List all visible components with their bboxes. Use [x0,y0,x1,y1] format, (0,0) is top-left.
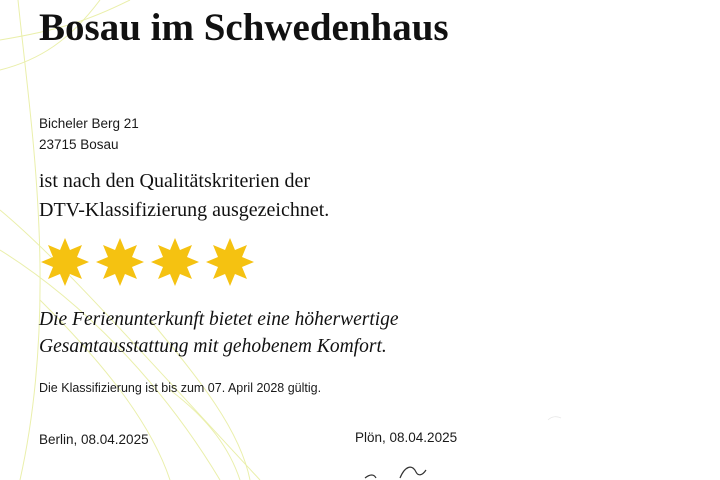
address-city: 23715 Bosau [39,137,119,152]
star-icon [151,238,199,286]
validity-note: Die Klassifizierung ist bis zum 07. April 2028 gültig. [39,381,322,395]
star-rating [39,237,259,287]
statement-line-1: ist nach den Qualitätskriterien der [39,170,311,192]
classification-statement [39,167,329,225]
page-title: Bosau im Schwedenhaus [39,6,449,49]
description-line-1: Die Ferienunterkunft bietet eine höherwertige [39,309,399,330]
star-icon [41,238,89,286]
place-date-left: Berlin, 08.04.2025 [39,432,149,447]
star-icon [206,238,254,286]
address-street: Bicheler Berg 21 [39,116,139,131]
description-line-2: Gesamtausstattung mit gehobenem Komfort. [39,336,387,357]
address-block [39,113,139,155]
star-icon [96,238,144,286]
handwritten-signature [360,462,450,480]
description-text [39,306,399,360]
statement-line-2: DTV-Klassifizierung ausgezeichnet. [39,199,330,221]
place-date-right: Plön, 08.04.2025 [355,430,458,445]
